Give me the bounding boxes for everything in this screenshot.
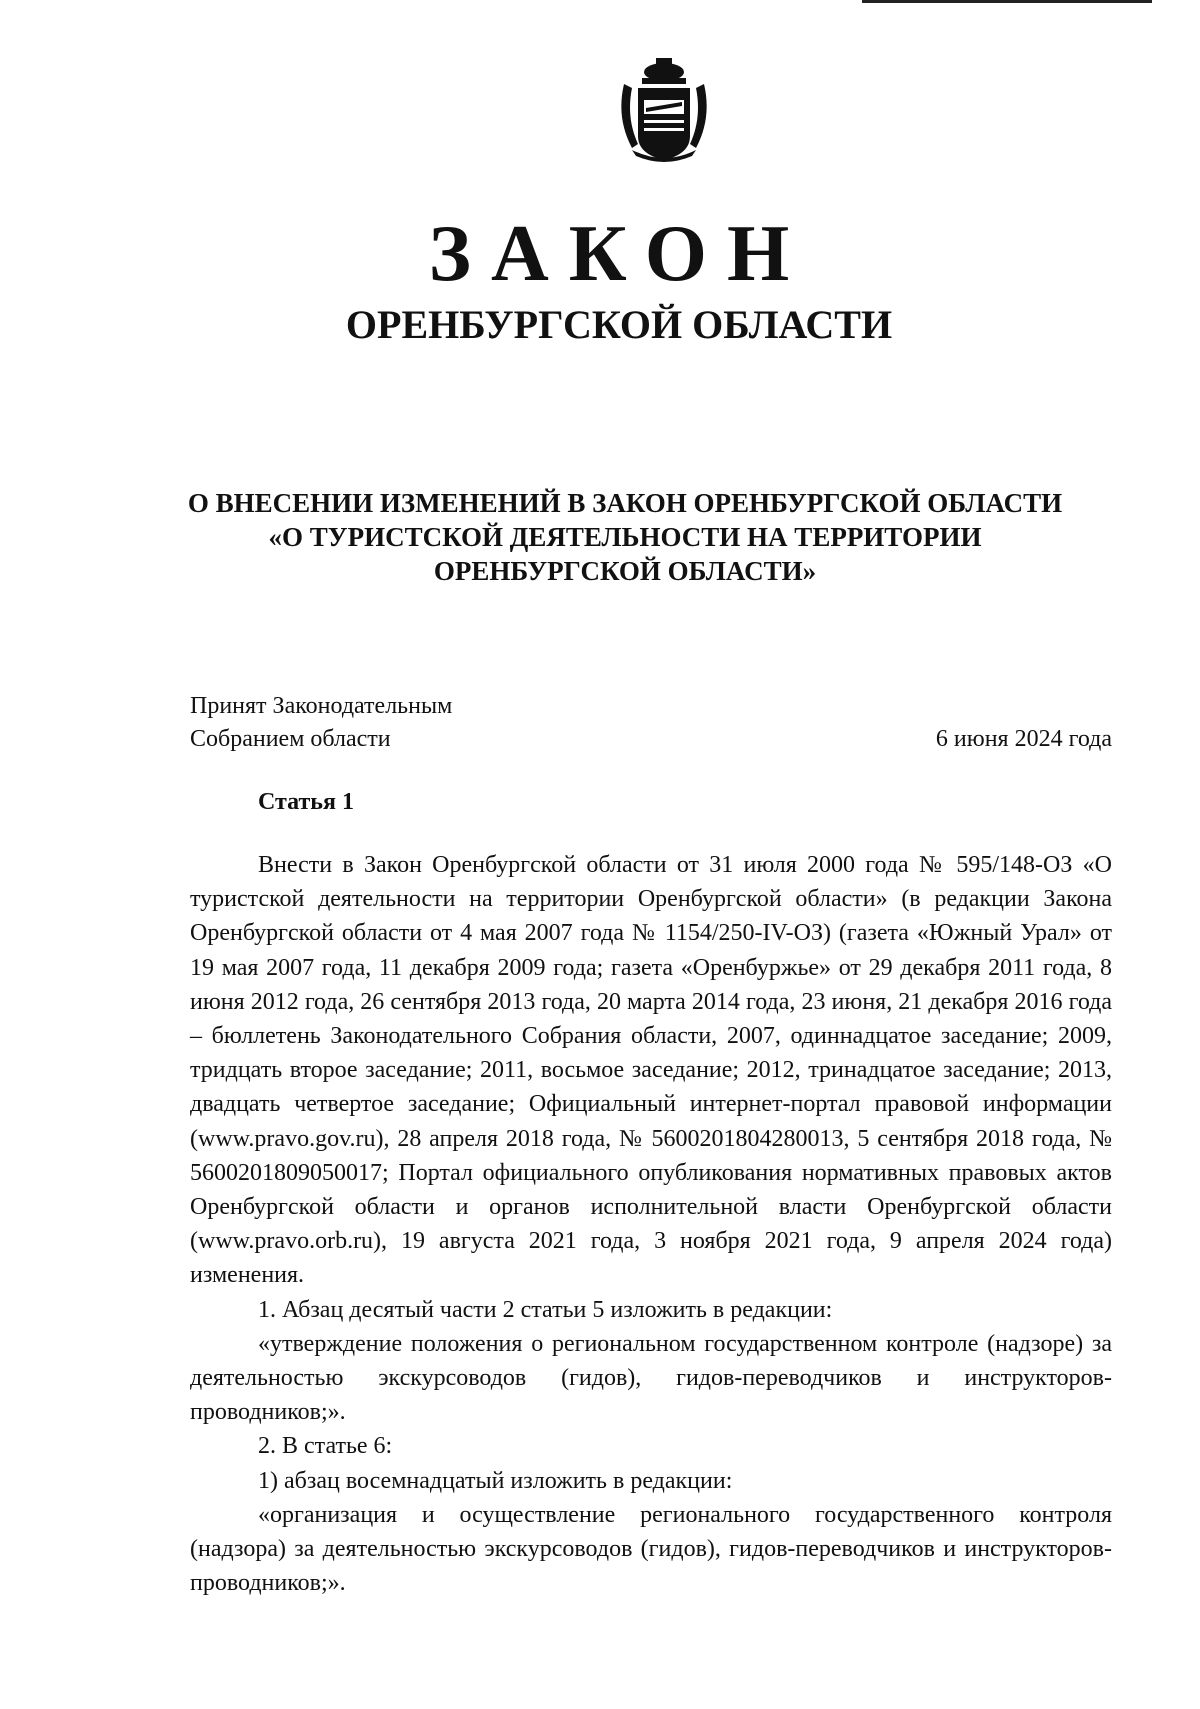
law-title: ЗАКОН (428, 210, 810, 298)
adoption-date: 6 июня 2024 года (935, 726, 1112, 752)
heading-line: «О ТУРИСТСКОЙ ДЕЯТЕЛЬНОСТИ НА ТЕРРИТОРИИ (268, 522, 982, 552)
article-title: Статья 1 (258, 789, 354, 815)
article-paragraph: «организация и осуществление регионального государственного контроля (надзора) за деятельностью экскурсоводов (гидов), гидов-переводчиков и инструкторов-проводников;». (190, 1501, 1112, 1597)
law-region: ОРЕНБУРГСКОЙ ОБЛАСТИ (345, 302, 893, 347)
article-paragraph: 1) абзац восемнадцатый изложить в редакции: (258, 1467, 733, 1494)
article-paragraph: «утверждение положения о региональном государственном контроле (надзоре) за деятельностью экскурсоводов (гидов), гидов-переводчиков и инструкторов-проводников;». (190, 1330, 1112, 1426)
article-paragraph: 2. В статье 6: (258, 1433, 393, 1460)
adoption-line: Собранием области (190, 726, 391, 752)
coat-of-arms-icon (618, 58, 710, 162)
heading-line: ОРЕНБУРГСКОЙ ОБЛАСТИ» (433, 556, 817, 586)
adoption-note (190, 690, 452, 756)
heading-line: О ВНЕСЕНИИ ИЗМЕНЕНИЙ В ЗАКОН ОРЕНБУРГСКОЙ ОБЛАСТИ (187, 488, 1063, 518)
article-paragraph: 1. Абзац десятый части 2 статьи 5 изложить в редакции: (258, 1296, 833, 1323)
article-paragraph: Внести в Закон Оренбургской области от 31 июля 2000 года № 595/148-ОЗ «О туристской деятельности на территории Оренбургской области» (в редакции Закона Оренбургской области от 4 мая 2007 года № 1154/250-IV-ОЗ) (газета «Южный Урал» от 19 мая 2007 года, 11 декабря 2009 года; газета «Оренбуржье» от 29 декабря 2011 года, 8 июня 2012 года, 26 сентября 2013 года, 20 марта 2014 года, 23 июня, 21 декабря 2016 года – бюллетень Законодательного Собрания области, 2007, одиннадцатое заседание; 2009, тридцать второе заседание; 2011, восьмое заседание; 2012, тринадцатое заседание; 2013, двадцать четвертое заседание; Официальный интернет-портал правовой информации (www.pravo.gov.ru), 28 апреля 2018 года, № 5600201804280013, 5 сентября 2018 года, № 5600201809050017; Портал официального опубликования нормативных правовых актов Оренбургской области и органов исполнительной власти Оренбургской области (www.pravo.orb.ru), 19 августа 2021 года, 3 ноября 2021 года, 9 апреля 2024 года) изменения. (190, 852, 1112, 1289)
article-body (190, 848, 1112, 1600)
top-edge-line (862, 0, 1152, 3)
document-heading (150, 486, 1100, 588)
adoption-line: Принят Законодательным (190, 693, 453, 719)
